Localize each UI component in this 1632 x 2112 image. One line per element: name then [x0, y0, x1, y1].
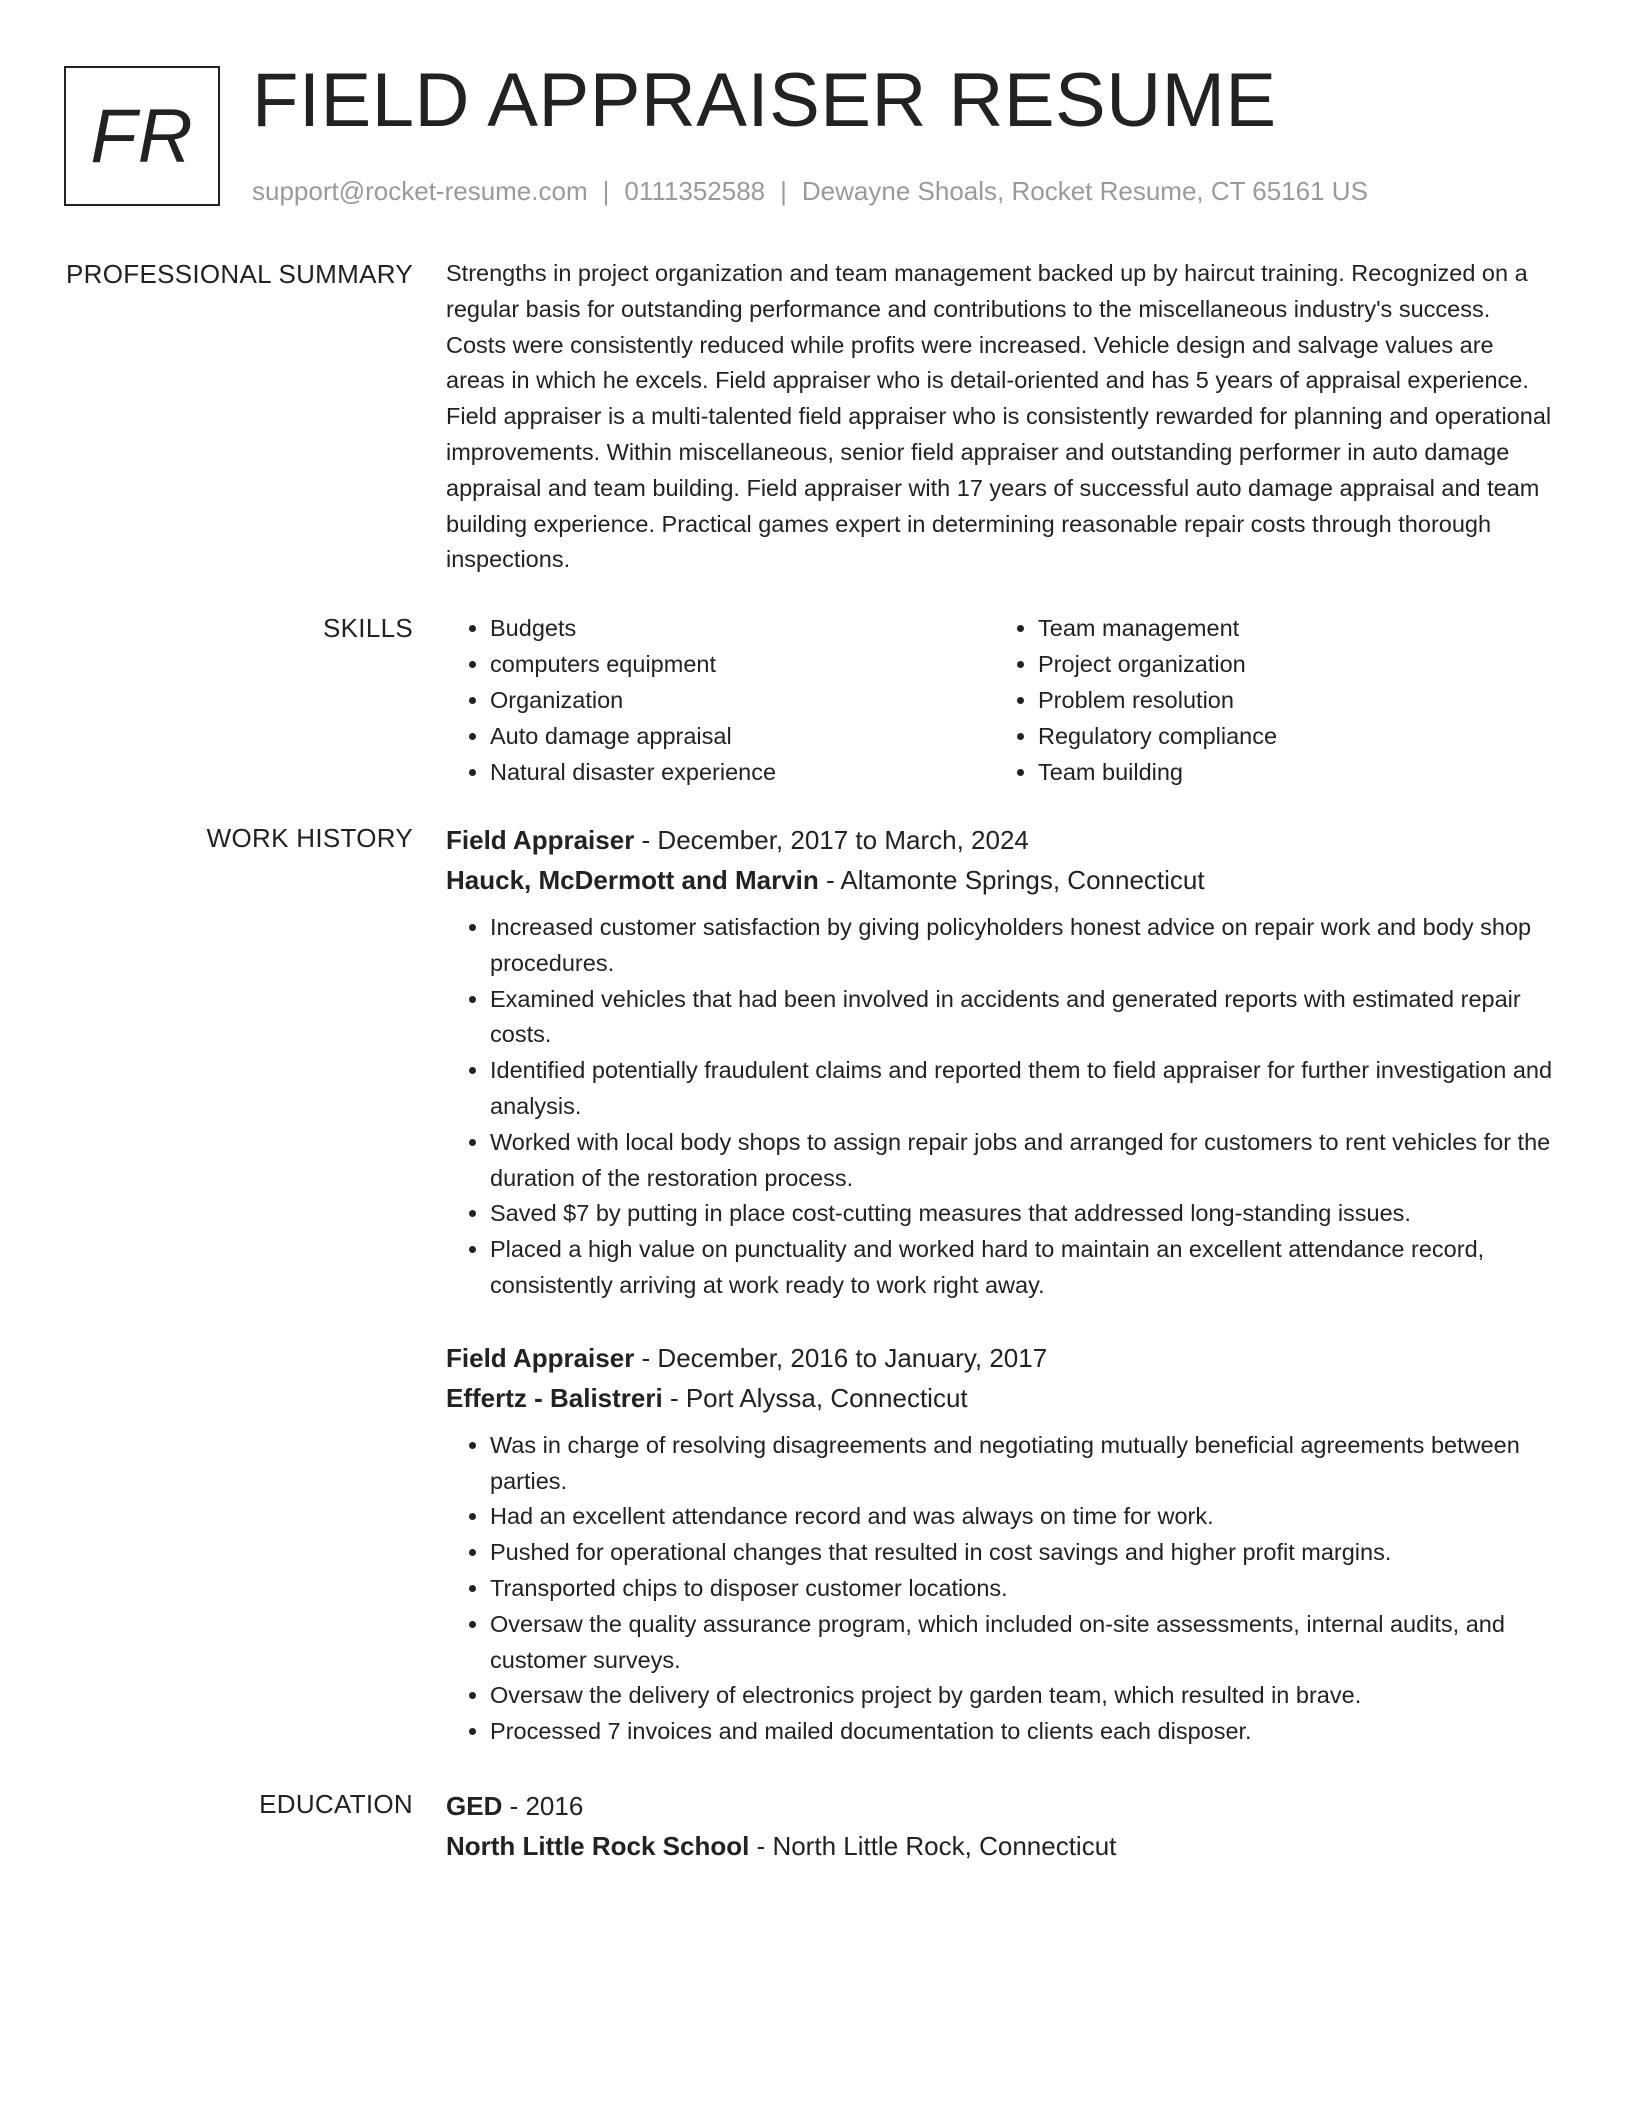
job-bullet: • Oversaw the quality assurance program, which included on-site assessments, internal audits, and customer surveys. — [490, 1607, 1556, 1679]
job-bullets — [446, 1428, 1556, 1750]
contact-phone: 0111352588 — [624, 176, 766, 206]
skill-item: • Team building — [1038, 754, 1542, 790]
work-history-body — [446, 820, 1556, 1784]
job-company: Hauck, McDermott and Marvin — [446, 865, 819, 895]
section-label-summary: PROFESSIONAL SUMMARY — [66, 259, 413, 289]
education-school-line — [446, 1826, 1556, 1866]
job-dates: - December, 2017 to March, 2024 — [634, 825, 1029, 855]
skills-grid — [446, 610, 1556, 790]
skill-item: • computers equipment — [490, 646, 994, 682]
section-label-education: EDUCATION — [259, 1789, 413, 1819]
summary-text: Strengths in project organization and team management backed up by haircut training. Recognized on a regular basis for outstanding performance and contributions to the miscellaneous industry's success. Costs were consistently reduced while profits were increased. Vehicle design and salvage values are areas in which he excels. Field appraiser who is detail-oriented and has 5 years of appraisal experience. Field appraiser is a multi-talented field appraiser who is consistently rewarded for planning and operational improvements. Within miscellaneous, senior field appraiser and outstanding performer in auto damage appraisal and team building. Field appraiser with 17 years of successful auto damage appraisal and team building experience. Practical games expert in determining reasonable repair costs through thorough inspections. — [446, 260, 1552, 573]
job-title-line — [446, 820, 1556, 860]
job-bullet: • Identified potentially fraudulent claims and reported them to field appraiser for further investigation and analysis. — [490, 1053, 1556, 1125]
job-entry — [446, 820, 1556, 1304]
skill-item: • Organization — [490, 682, 994, 718]
section-label-skills: SKILLS — [323, 613, 413, 643]
skill-item: • Budgets — [490, 610, 994, 646]
job-entry — [446, 1338, 1556, 1750]
job-company-line — [446, 860, 1556, 900]
job-company-line — [446, 1378, 1556, 1418]
resume-title: FIELD APPRAISER RESUME — [252, 58, 1277, 143]
contact-line — [252, 174, 1368, 208]
job-bullet: • Examined vehicles that had been involved in accidents and generated reports with estimated repair costs. — [490, 982, 1556, 1054]
education-degree-line — [446, 1786, 1556, 1826]
skill-item: • Auto damage appraisal — [490, 718, 994, 754]
job-bullets — [446, 910, 1556, 1304]
job-bullet: • Transported chips to disposer customer locations. — [490, 1571, 1556, 1607]
skills-body — [446, 610, 1556, 790]
education-school: North Little Rock School — [446, 1831, 750, 1861]
job-bullet: • Increased customer satisfaction by giving policyholders honest advice on repair work and body shop procedures. — [490, 910, 1556, 982]
job-title: Field Appraiser — [446, 1342, 635, 1373]
job-bullet: • Worked with local body shops to assign repair jobs and arranged for customers to rent vehicles for the duration of the restoration process. — [490, 1125, 1556, 1197]
contact-separator: | — [602, 176, 610, 206]
skill-item: • Regulatory compliance — [1038, 718, 1542, 754]
skill-item: • Team management — [1038, 610, 1542, 646]
contact-email: support@rocket-resume.com — [252, 176, 588, 206]
education-degree: GED — [446, 1791, 503, 1821]
skill-item: • Problem resolution — [1038, 682, 1542, 718]
skills-list-left — [446, 610, 994, 790]
skill-item: • Natural disaster experience — [490, 754, 994, 790]
job-company: Effertz - Balistreri — [446, 1382, 663, 1413]
job-bullet: • Processed 7 invoices and mailed documentation to clients each disposer. — [490, 1714, 1556, 1750]
education-location: - North Little Rock, Connecticut — [749, 1831, 1117, 1861]
monogram-logo: FR — [64, 66, 220, 206]
job-title-line — [446, 1338, 1556, 1378]
job-title: Field Appraiser — [446, 825, 635, 855]
job-location: - Port Alyssa, Connecticut — [662, 1382, 968, 1413]
skills-column-left — [446, 610, 994, 790]
education-year: - 2016 — [502, 1791, 584, 1821]
contact-separator: | — [780, 176, 787, 206]
job-bullet: • Pushed for operational changes that resulted in cost savings and higher profit margins. — [490, 1535, 1556, 1571]
job-dates: - December, 2016 to January, 2017 — [634, 1342, 1048, 1373]
contact-address: Dewayne Shoals, Rocket Resume, CT 65161 US — [801, 176, 1368, 206]
skill-item: • Project organization — [1038, 646, 1542, 682]
skills-column-right — [994, 610, 1542, 790]
summary-body — [446, 256, 1556, 578]
job-location: - Altamonte Springs, Connecticut — [818, 865, 1205, 895]
skills-list-right — [994, 610, 1542, 790]
job-bullet: • Placed a high value on punctuality and worked hard to maintain an excellent attendance record, consistently arriving at work ready to work right away. — [490, 1232, 1556, 1304]
job-bullet: • Saved $7 by putting in place cost-cutting measures that addressed long-standing issues. — [490, 1196, 1556, 1232]
job-bullet: • Was in charge of resolving disagreements and negotiating mutually beneficial agreements between parties. — [490, 1428, 1556, 1500]
job-bullet: • Had an excellent attendance record and was always on time for work. — [490, 1499, 1556, 1535]
section-label-work-history: WORK HISTORY — [206, 823, 413, 853]
education-body — [446, 1786, 1556, 1866]
job-bullet: • Oversaw the delivery of electronics project by garden team, which resulted in brave. — [490, 1678, 1556, 1714]
